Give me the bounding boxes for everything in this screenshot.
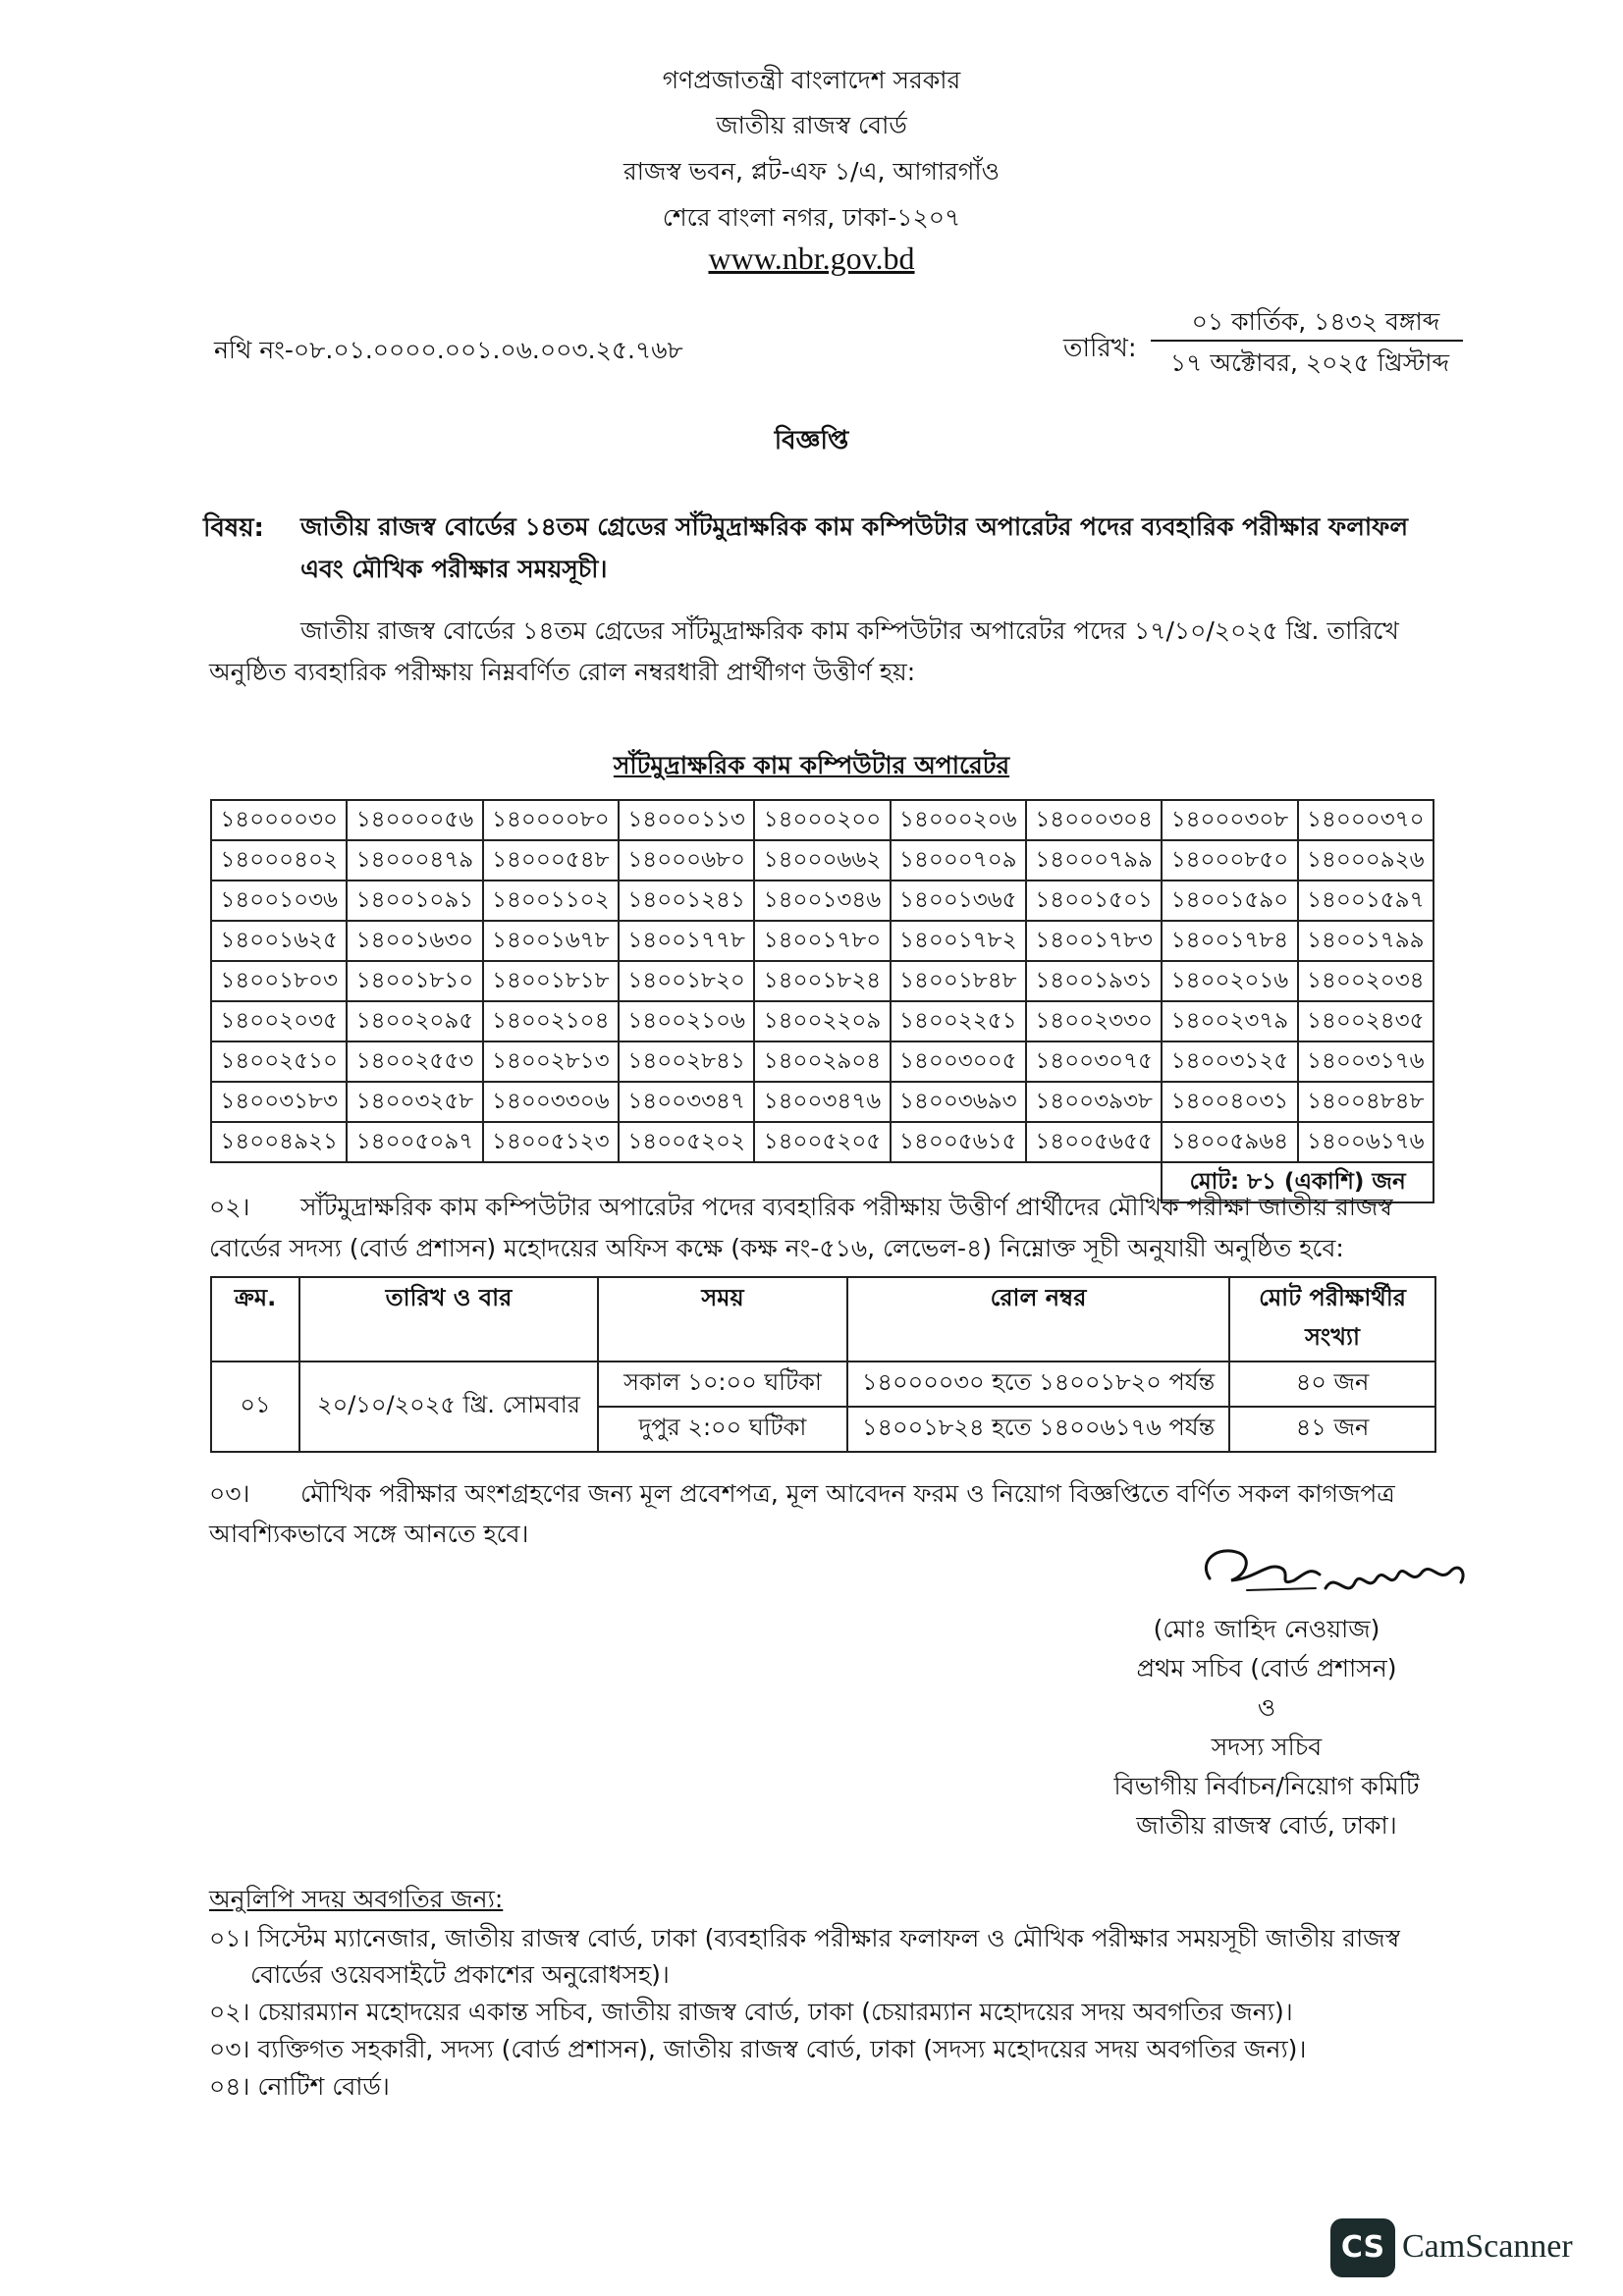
roll-cell: ১৪০০১৯৩১ bbox=[1026, 961, 1162, 1001]
header-board: জাতীয় রাজস্ব বোর্ড bbox=[716, 111, 907, 139]
signatory-and: ও bbox=[1257, 1693, 1276, 1722]
roll-cell: ১৪০০০৭৯৯ bbox=[1026, 840, 1162, 881]
table-total: মোট: ৮১ (একাশি) জন bbox=[1162, 1162, 1434, 1202]
intro-line-2: অনুষ্ঠিত ব্যবহারিক পরীক্ষায় নিম্নবর্ণিত রোল নম্বরধারী প্রার্থীগণ উত্তীর্ণ হয়: bbox=[209, 658, 916, 686]
roll-cell: ১৪০০৬১৭৬ bbox=[1298, 1122, 1434, 1162]
schedule-count: ৪০ জন bbox=[1229, 1362, 1435, 1407]
signatory-designation-3: বিভাগীয় নির্বাচন/নিয়োগ কমিটি bbox=[1113, 1772, 1420, 1800]
roll-cell: ১৪০০২৩৩০ bbox=[1026, 1001, 1162, 1041]
copies-item-3: ০৩। ব্যক্তিগত সহকারী, সদস্য (বোর্ড প্রশাসন), জাতীয় রাজস্ব বোর্ড, ঢাকা (সদস্য মহোদয়ের সদয় অবগতির জন্য)। bbox=[209, 2035, 1307, 2063]
schedule-header-serial: ক্রম. bbox=[211, 1277, 299, 1362]
schedule-roll-range: ১৪০০০০৩০ হতে ১৪০০১৮২০ পর্যন্ত bbox=[847, 1362, 1229, 1407]
roll-cell: ১৪০০৩০৭৫ bbox=[1026, 1041, 1162, 1082]
camscanner-watermark: CamScanner bbox=[1402, 2228, 1573, 2265]
schedule-time: দুপুর ২:০০ ঘটিকা bbox=[598, 1407, 847, 1452]
copies-item-1: ০১। সিস্টেম ম্যানেজার, জাতীয় রাজস্ব বোর্ড, ঢাকা (ব্যবহারিক পরীক্ষার ফলাফল ও মৌখিক পরীক্ষার সময়সূচী জাতীয় রাজস্ব bbox=[209, 1924, 1400, 1952]
roll-cell: ১৪০০১৮৪৮ bbox=[891, 961, 1026, 1001]
roll-cell: ১৪০০১৫৯০ bbox=[1162, 881, 1297, 921]
roll-cell: ১৪০০১৫০১ bbox=[1026, 881, 1162, 921]
subject-label: বিষয়: bbox=[203, 513, 264, 543]
roll-cell: ১৪০০০৬৮০ bbox=[619, 840, 754, 881]
roll-cell: ১৪০০২১০৪ bbox=[483, 1001, 619, 1041]
roll-cell: ১৪০০২১০৬ bbox=[619, 1001, 754, 1041]
roll-cell: ১৪০০১২৪১ bbox=[619, 881, 754, 921]
roll-cell: ১৪০০০১১৩ bbox=[619, 800, 754, 840]
table-row bbox=[211, 881, 1434, 921]
roll-cell: ১৪০০০৭০৯ bbox=[891, 840, 1026, 881]
roll-cell: ১৪০০২৩৭৯ bbox=[1162, 1001, 1297, 1041]
roll-cell: ১৪০০০৩০৮ bbox=[1162, 800, 1297, 840]
results-table-title: সাঁটমুদ্রাক্ষরিক কাম কম্পিউটার অপারেটর bbox=[613, 751, 1010, 779]
roll-cell: ১৪০০৫৯৬৪ bbox=[1162, 1122, 1297, 1162]
roll-cell: ১৪০০৩৪৭৬ bbox=[754, 1082, 890, 1122]
roll-cell: ১৪০০১৮২৪ bbox=[754, 961, 890, 1001]
roll-cell: ১৪০০৫০৯৭ bbox=[347, 1122, 482, 1162]
schedule-count: ৪১ জন bbox=[1229, 1407, 1435, 1452]
date-bangla: ০১ কার্তিক, ১৪৩২ বঙ্গাব্দ bbox=[1191, 307, 1440, 336]
roll-cell: ১৪০০৪০৩১ bbox=[1162, 1082, 1297, 1122]
roll-cell: ১৪০০০৪০২ bbox=[211, 840, 347, 881]
roll-cell: ১৪০০১৬৭৮ bbox=[483, 921, 619, 961]
roll-cell: ১৪০০২২৫১ bbox=[891, 1001, 1026, 1041]
roll-cell: ১৪০০৩৯৩৮ bbox=[1026, 1082, 1162, 1122]
table-row bbox=[211, 1362, 1435, 1407]
schedule-roll-range: ১৪০০১৮২৪ হতে ১৪০০৬১৭৬ পর্যন্ত bbox=[847, 1407, 1229, 1452]
para2-line-1: সাঁটমুদ্রাক্ষরিক কাম কম্পিউটার অপারেটর পদের ব্যবহারিক পরীক্ষায় উত্তীর্ণ প্রার্থীদের মৌখিক পরীক্ষা জাতীয় রাজস্ব bbox=[300, 1193, 1393, 1221]
date-divider bbox=[1151, 340, 1463, 342]
date-label: তারিখ: bbox=[1063, 334, 1137, 363]
roll-cell: ১৪০০১৩৬৫ bbox=[891, 881, 1026, 921]
roll-cell: ১৪০০১৭৯৯ bbox=[1298, 921, 1434, 961]
roll-cell: ১৪০০৫৬১৫ bbox=[891, 1122, 1026, 1162]
roll-cell: ১৪০০২৮৪১ bbox=[619, 1041, 754, 1082]
roll-cell: ১৪০০০৯২৬ bbox=[1298, 840, 1434, 881]
copies-item-4: ০৪। নোটিশ বোর্ড। bbox=[209, 2072, 390, 2101]
roll-cell: ১৪০০১৮০৩ bbox=[211, 961, 347, 1001]
roll-cell: ১৪০০২৫৫৩ bbox=[347, 1041, 482, 1082]
roll-cell: ১৪০০০০৫৬ bbox=[347, 800, 482, 840]
roll-cell: ১৪০০৩০০৫ bbox=[891, 1041, 1026, 1082]
copies-item-2: ০২। চেয়ারম্যান মহোদয়ের একান্ত সচিব, জাতীয় রাজস্ব বোর্ড, ঢাকা (চেয়ারম্যান মহোদয়ের সদয় অবগতির জন্য)। bbox=[209, 1998, 1293, 2026]
para3-number: ০৩। bbox=[209, 1479, 250, 1508]
table-row bbox=[211, 800, 1434, 840]
roll-cell: ১৪০০২০৩৪ bbox=[1298, 961, 1434, 1001]
roll-cell: ১৪০০০৬৬২ bbox=[754, 840, 890, 881]
roll-cell: ১৪০০০৩৭০ bbox=[1298, 800, 1434, 840]
roll-cell: ১৪০০১৮১৮ bbox=[483, 961, 619, 1001]
roll-cell: ১৪০০২০৯৫ bbox=[347, 1001, 482, 1041]
roll-cell: ১৪০০১৫৯৭ bbox=[1298, 881, 1434, 921]
table-row bbox=[211, 1082, 1434, 1122]
roll-cell: ১৪০০১৭৮০ bbox=[754, 921, 890, 961]
roll-cell: ১৪০০৩১৭৬ bbox=[1298, 1041, 1434, 1082]
schedule-table bbox=[210, 1276, 1436, 1453]
roll-cell: ১৪০০২৮১৩ bbox=[483, 1041, 619, 1082]
table-row bbox=[211, 1001, 1434, 1041]
header-government: গণপ্রজাতন্ত্রী বাংলাদেশ সরকার bbox=[662, 66, 961, 94]
roll-cell: ১৪০০০৪৭৯ bbox=[347, 840, 482, 881]
intro-line-1: জাতীয় রাজস্ব বোর্ডের ১৪তম গ্রেডের সাঁটমুদ্রাক্ষরিক কাম কম্পিউটার অপারেটর পদের ১৭/১০/২০২৫ খ্রি. তারিখে bbox=[300, 616, 1399, 645]
roll-cell: ১৪০০১৭৮৩ bbox=[1026, 921, 1162, 961]
roll-cell: ১৪০০৪৯২১ bbox=[211, 1122, 347, 1162]
file-number: নথি নং-০৮.০১.০০০০.০০১.০৬.০০৩.২৫.৭৬৮ bbox=[214, 336, 683, 364]
roll-cell: ১৪০০২২০৯ bbox=[754, 1001, 890, 1041]
roll-cell: ১৪০০২৫১০ bbox=[211, 1041, 347, 1082]
signatory-office: জাতীয় রাজস্ব বোর্ড, ঢাকা। bbox=[1136, 1811, 1397, 1840]
roll-cell: ১৪০০০৩০৪ bbox=[1026, 800, 1162, 840]
schedule-header-time: সময় bbox=[598, 1277, 847, 1362]
subject-line-2: এবং মৌখিক পরীক্ষার সময়সূচী। bbox=[300, 555, 608, 583]
para2-number: ০২। bbox=[209, 1193, 250, 1221]
roll-cell: ১৪০০৩৬৯৩ bbox=[891, 1082, 1026, 1122]
roll-cell: ১৪০০১৮২০ bbox=[619, 961, 754, 1001]
roll-cell: ১৪০০১০৩৬ bbox=[211, 881, 347, 921]
roll-cell: ১৪০০৩১৮৩ bbox=[211, 1082, 347, 1122]
schedule-header-count: মোট পরীক্ষার্থীর সংখ্যা bbox=[1229, 1277, 1435, 1362]
header-address-1: রাজস্ব ভবন, প্লট-এফ ১/এ, আগারগাঁও bbox=[623, 157, 1000, 186]
table-row bbox=[211, 1041, 1434, 1082]
roll-cell: ১৪০০৩৩৪৭ bbox=[619, 1082, 754, 1122]
table-row bbox=[211, 921, 1434, 961]
signatory-designation-2: সদস্য সচিব bbox=[1211, 1733, 1323, 1761]
roll-cell: ১৪০০১৬৩০ bbox=[347, 921, 482, 961]
roll-cell: ১৪০০৫৬৫৫ bbox=[1026, 1122, 1162, 1162]
signatory-name: (মোঃ জাহিদ নেওয়াজ) bbox=[1153, 1615, 1380, 1643]
roll-cell: ১৪০০০২০০ bbox=[754, 800, 890, 840]
copies-item-1-cont: বোর্ডের ওয়েবসাইটে প্রকাশের অনুরোধসহ)। bbox=[250, 1960, 670, 1989]
roll-cell: ১৪০০১৭৭৮ bbox=[619, 921, 754, 961]
roll-cell: ১৪০০৩৩০৬ bbox=[483, 1082, 619, 1122]
roll-cell: ১৪০০১৭৮২ bbox=[891, 921, 1026, 961]
schedule-header-row bbox=[211, 1277, 1435, 1362]
table-row bbox=[211, 840, 1434, 881]
results-table bbox=[210, 799, 1434, 1203]
roll-cell: ১৪০০০০৩০ bbox=[211, 800, 347, 840]
para3-line-1: মৌখিক পরীক্ষার অংশগ্রহণের জন্য মূল প্রবেশপত্র, মূল আবেদন ফরম ও নিয়োগ বিজ্ঞপ্তিতে বর্ণিত সকল কাগজপত্র bbox=[300, 1479, 1395, 1508]
roll-cell: ১৪০০১৩৪৬ bbox=[754, 881, 890, 921]
camscanner-logo-icon: CS bbox=[1330, 2218, 1395, 2277]
para3-line-2: আবশ্যিকভাবে সঙ্গে আনতে হবে। bbox=[209, 1520, 529, 1548]
roll-cell: ১৪০০৫১২৩ bbox=[483, 1122, 619, 1162]
signature-scribble bbox=[1188, 1531, 1483, 1620]
roll-cell: ১৪০০১৬২৫ bbox=[211, 921, 347, 961]
roll-cell: ১৪০০১১০২ bbox=[483, 881, 619, 921]
roll-cell: ১৪০০০৮৫০ bbox=[1162, 840, 1297, 881]
roll-cell: ১৪০০৩১২৫ bbox=[1162, 1041, 1297, 1082]
roll-cell: ১৪০০১৭৮৪ bbox=[1162, 921, 1297, 961]
notice-title: বিজ্ঞপ্তি bbox=[774, 426, 849, 455]
header-website-link[interactable]: www.nbr.gov.bd bbox=[708, 240, 915, 276]
roll-cell: ১৪০০০২০৬ bbox=[891, 800, 1026, 840]
roll-cell: ১৪০০০৫৪৮ bbox=[483, 840, 619, 881]
schedule-time: সকাল ১০:০০ ঘটিকা bbox=[598, 1362, 847, 1407]
roll-cell: ১৪০০১০৯১ bbox=[347, 881, 482, 921]
schedule-header-roll: রোল নম্বর bbox=[847, 1277, 1229, 1362]
schedule-date: ২০/১০/২০২৫ খ্রি. সোমবার bbox=[299, 1362, 598, 1452]
para2-line-2: বোর্ডের সদস্য (বোর্ড প্রশাসন) মহোদয়ের অফিস কক্ষে (কক্ষ নং-৫১৬, লেভেল-৪) নিম্নোক্ত সূচী অনুযায়ী অনুষ্ঠিত হবে: bbox=[209, 1234, 1344, 1262]
roll-cell: ১৪০০৫২০৫ bbox=[754, 1122, 890, 1162]
roll-cell: ১৪০০২৯০৪ bbox=[754, 1041, 890, 1082]
roll-cell: ১৪০০২০৩৫ bbox=[211, 1001, 347, 1041]
copies-heading: অনুলিপি সদয় অবগতির জন্য: bbox=[209, 1885, 504, 1913]
table-row bbox=[211, 961, 1434, 1001]
roll-cell: ১৪০০০০৮০ bbox=[483, 800, 619, 840]
subject-line-1: জাতীয় রাজস্ব বোর্ডের ১৪তম গ্রেডের সাঁটমুদ্রাক্ষরিক কাম কম্পিউটার অপারেটর পদের ব্যবহারিক পরীক্ষার ফলাফল bbox=[300, 512, 1409, 541]
header-address-2: শেরে বাংলা নগর, ঢাকা-১২০৭ bbox=[662, 203, 961, 232]
schedule-serial: ০১ bbox=[211, 1362, 299, 1452]
signatory-designation-1: প্রথম সচিব (বোর্ড প্রশাসন) bbox=[1136, 1654, 1397, 1682]
roll-cell: ১৪০০২৪৩৫ bbox=[1298, 1001, 1434, 1041]
roll-cell: ১৪০০৫২০২ bbox=[619, 1122, 754, 1162]
roll-cell: ১৪০০৪৮৪৮ bbox=[1298, 1082, 1434, 1122]
roll-cell: ১৪০০৩২৫৮ bbox=[347, 1082, 482, 1122]
date-english: ১৭ অক্টোবর, ২০২৫ খ্রিস্টাব্দ bbox=[1169, 348, 1450, 377]
roll-cell: ১৪০০২০১৬ bbox=[1162, 961, 1297, 1001]
schedule-header-date: তারিখ ও বার bbox=[299, 1277, 598, 1362]
roll-cell: ১৪০০১৮১০ bbox=[347, 961, 482, 1001]
table-row bbox=[211, 1122, 1434, 1162]
